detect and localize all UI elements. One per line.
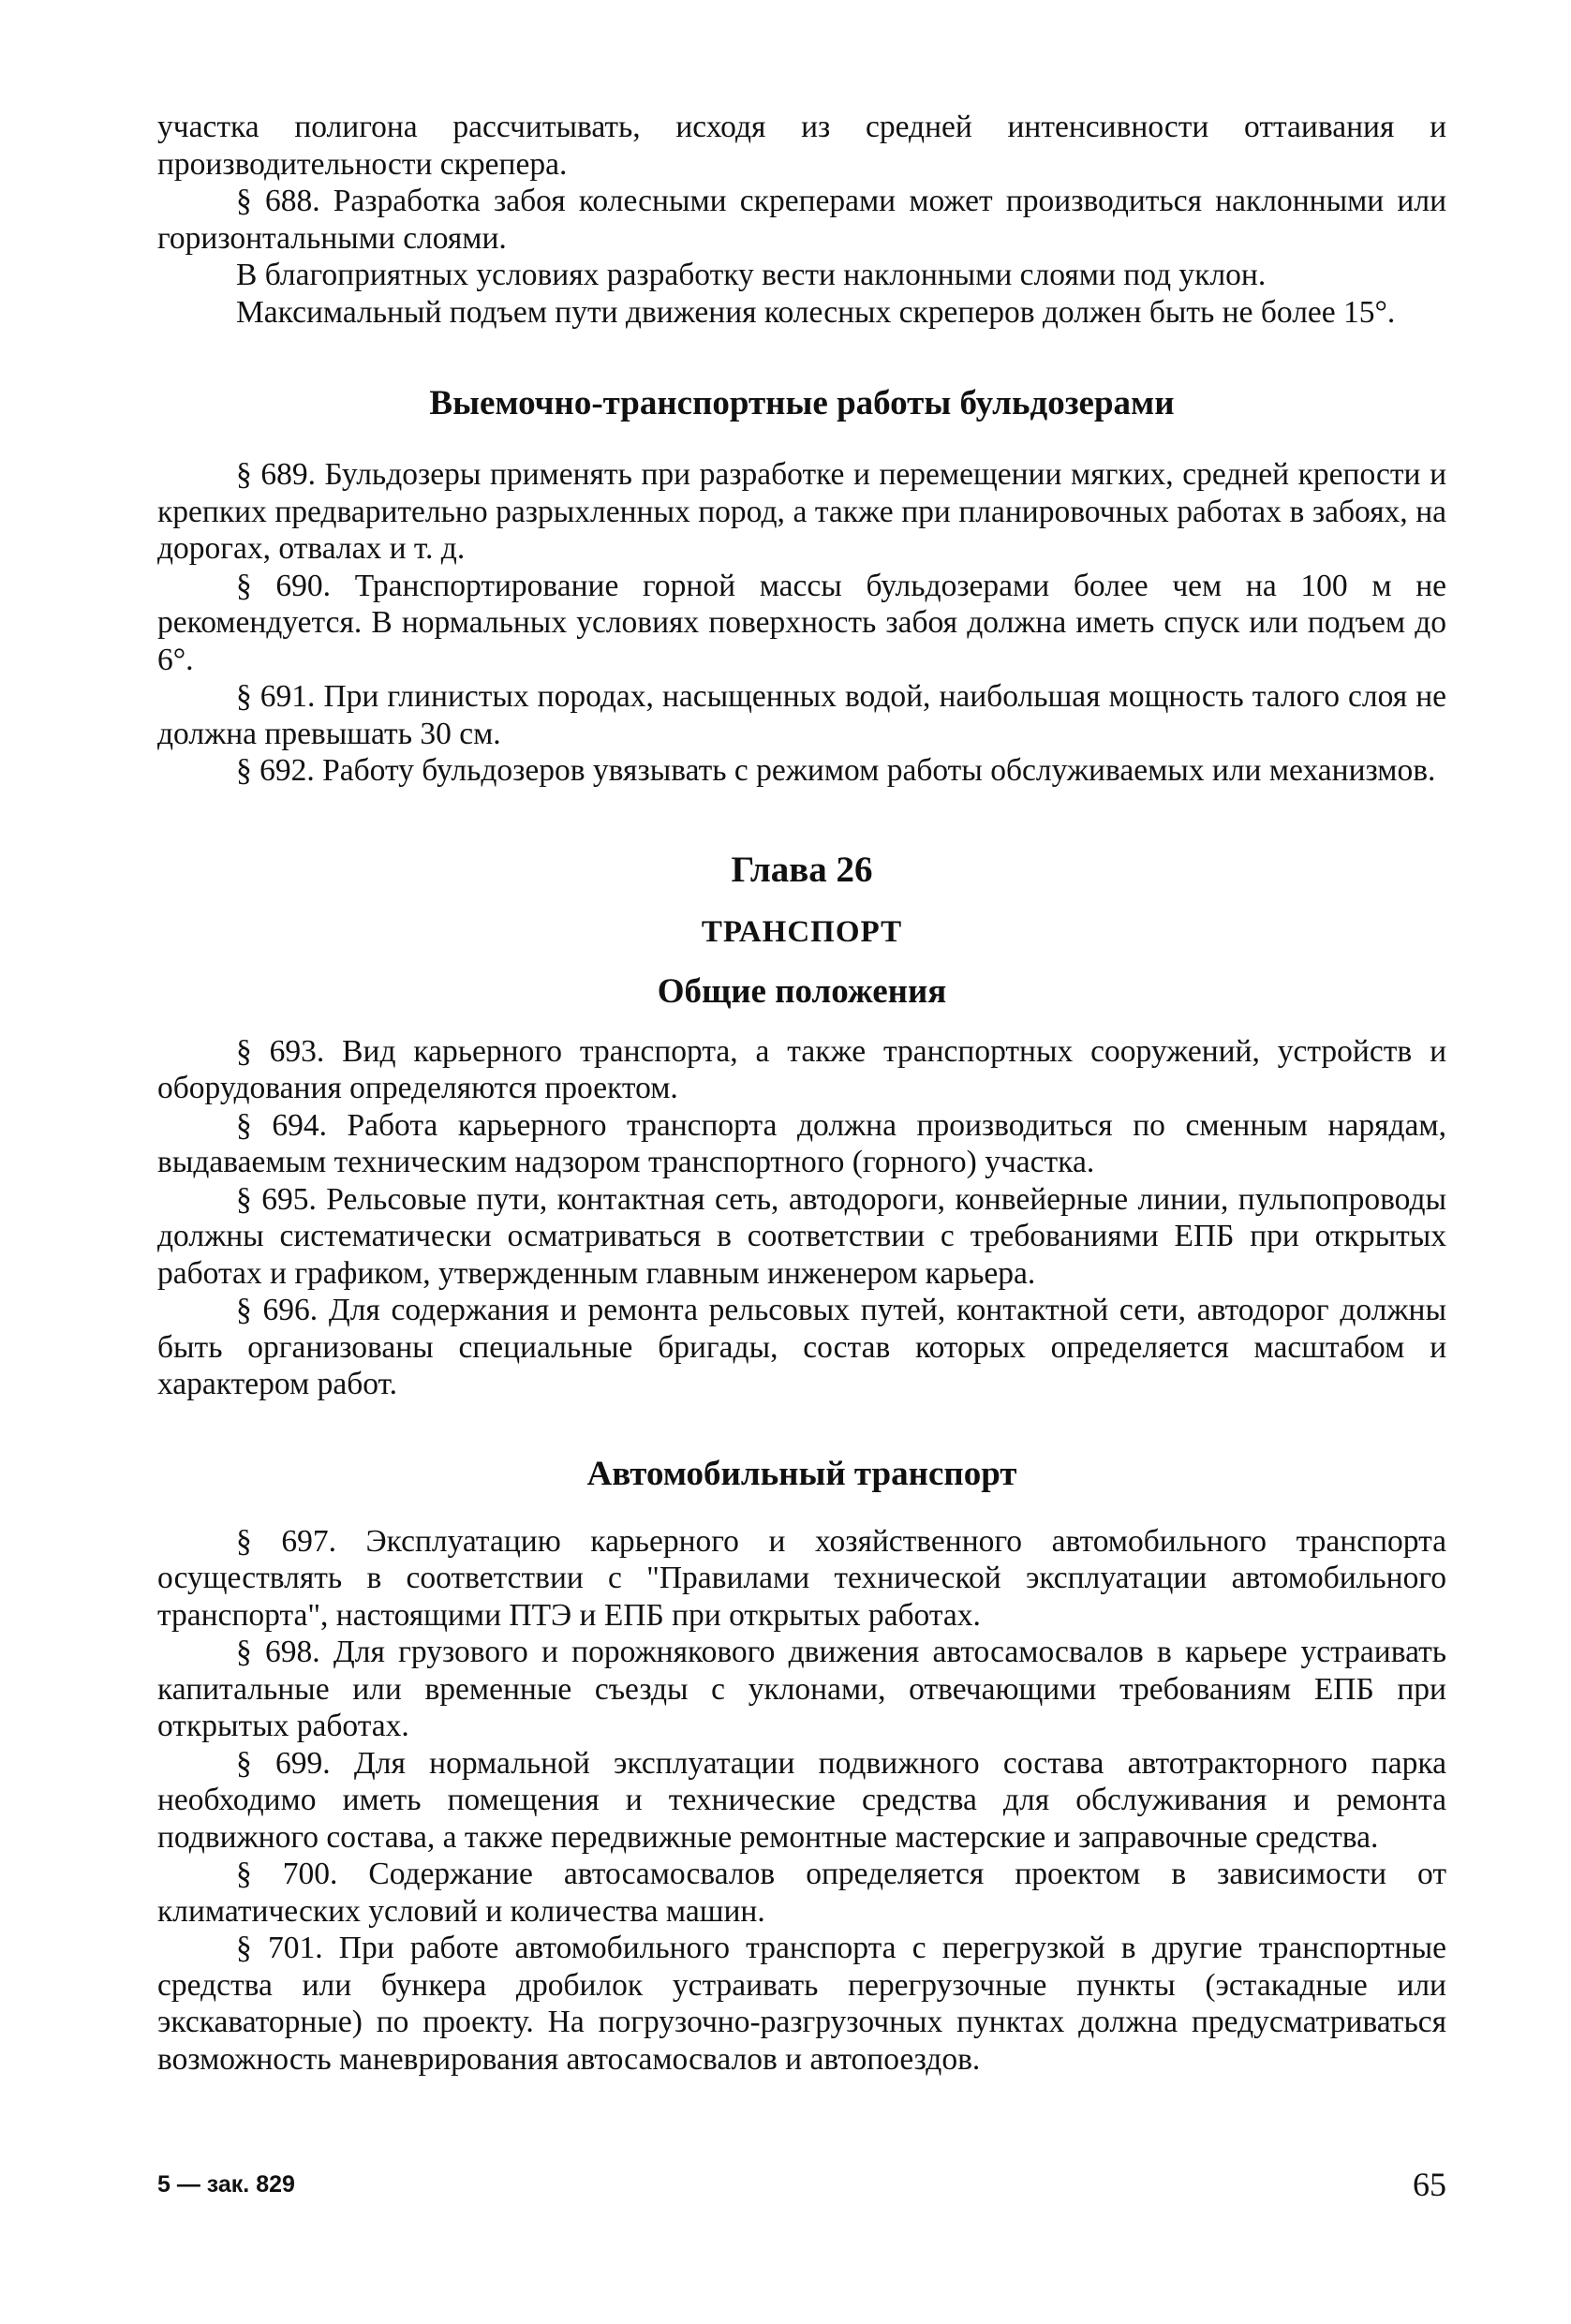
page-footer xyxy=(157,2164,1446,2205)
paragraph-688: § 688. Разработка забоя колесными скреперами может производиться наклонными или горизонтальными слоями. xyxy=(157,184,1446,256)
chapter-number: Глава 26 xyxy=(731,849,873,890)
print-order-note: 5 — зак. 829 xyxy=(157,2171,295,2198)
section-title-general: Общие положения xyxy=(657,971,947,1011)
section-title-bulldozers: Выемочно-транспортные работы бульдозерами xyxy=(429,384,1175,422)
paragraph-689: § 689. Бульдозеры применять при разработке и перемещении мягких, средней крепости и крепких предварительно разрыхленных пород, а также при планировочных работах в забоях, на дорогах, отвалах и т. д. xyxy=(157,457,1446,566)
page-number: 65 xyxy=(1413,2166,1446,2203)
paragraph-continuation: участка полигона рассчитывать, исходя из средней интенсивности оттаивания и производительности скрепера. xyxy=(157,110,1446,182)
paragraph-693: § 693. Вид карьерного транспорта, а также транспортных сооружений, устройств и оборудования определяются проектом. xyxy=(157,1033,1446,1105)
paragraph-701: § 701. При работе автомобильного транспорта с перегрузкой в другие транспортные средства или бункера дробилок устраивать перегрузочные пункты (эстакадные или экскаваторные) по проекту. На погрузочно-разгрузочных пунктах должна предусматриваться возможность маневрирования автосамосвалов и автопоездов. xyxy=(157,1931,1446,2077)
paragraph-695: § 695. Рельсовые пути, контактная сеть, автодороги, конвейерные линии, пульпопроводы должны систематически осматриваться в соответствии с требованиями ЕПБ при открытых работах и графиком, утвержденным главным инженером карьера. xyxy=(157,1181,1446,1291)
page-body xyxy=(157,109,1446,2078)
chapter-title: ТРАНСПОРТ xyxy=(701,914,903,949)
paragraph-699: § 699. Для нормальной эксплуатации подвижного состава автотракторного парка необходимо иметь помещения и технические средства для обслуживания и ремонта подвижного состава, а также передвижные ремонтные мастерские и заправочные средства. xyxy=(157,1745,1446,1855)
paragraph-694: § 694. Работа карьерного транспорта должна производиться по сменным нарядам, выдаваемым техническим надзором транспортного (горного) участка. xyxy=(157,1107,1446,1179)
paragraph-700: § 700. Содержание автосамосвалов определяется проектом в зависимости от климатических условий и количества машин. xyxy=(157,1857,1446,1929)
paragraph-688-max-rise: Максимальный подъем пути движения колесных скреперов должен быть не более 15°. xyxy=(236,294,1396,330)
paragraph-696: § 696. Для содержания и ремонта рельсовых путей, контактной сети, автодорог должны быть организованы специальные бригады, состав которых определяется масштабом и характером работ. xyxy=(157,1293,1446,1401)
paragraph-690: § 690. Транспортирование горной массы бульдозерами более чем на 100 м не рекомендуется. В нормальных условиях поверхность забоя должна иметь спуск или подъем до 6°. xyxy=(157,568,1446,677)
paragraph-698: § 698. Для грузового и порожнякового движения автосамосвалов в карьере устраивать капитальные или временные съезды с уклонами, отвечающими требованиям ЕПБ при открытых работах. xyxy=(157,1635,1446,1743)
paragraph-688-favorable: В благоприятных условиях разработку вести наклонными слоями под уклон. xyxy=(236,258,1267,292)
paragraph-692: § 692. Работу бульдозеров увязывать с режимом работы обслуживаемых или механизмов. xyxy=(236,753,1436,788)
paragraph-697: § 697. Эксплуатацию карьерного и хозяйственного автомобильного транспорта осуществлять в соответствии с "Правилами технической эксплуатации автомобильного транспорта", настоящими ПТЭ и ЕПБ при открытых работах. xyxy=(157,1523,1446,1633)
paragraph-691: § 691. При глинистых породах, насыщенных водой, наибольшая мощность талого слоя не должна превышать 30 см. xyxy=(157,679,1446,751)
section-title-auto: Автомобильный транспорт xyxy=(586,1454,1017,1493)
